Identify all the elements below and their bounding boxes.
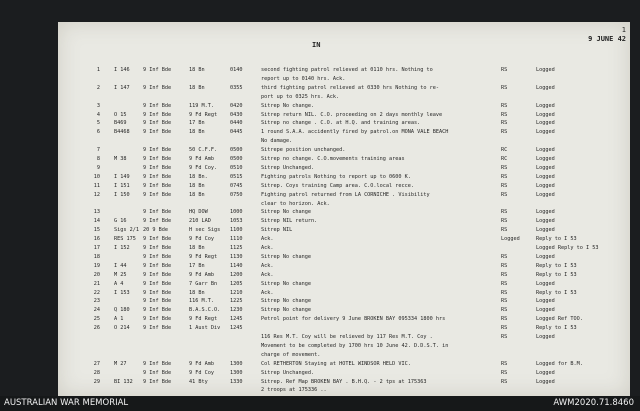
log-row <box>58 253 630 261</box>
row-time: 0445 <box>230 129 243 136</box>
row-number: 21 <box>93 280 100 287</box>
log-row <box>58 155 630 163</box>
log-row <box>58 111 630 119</box>
row-number: 11 <box>93 182 100 189</box>
row-from: 9 Fd Coy <box>189 369 214 376</box>
row-from: 7 Garr Bn <box>189 280 218 287</box>
row-unit: 9 Inf Bde <box>143 289 172 296</box>
row-number: 8 <box>96 156 100 162</box>
row-action: Logged Reply to I 53 <box>536 245 599 251</box>
row-message: Petrol point for delivery 9 June BROKEN BAY 095334 1800 hrs <box>261 316 446 323</box>
row-from: 18 Bn <box>189 289 205 296</box>
row-category: RS <box>501 289 508 296</box>
row-number: 13 <box>93 209 100 216</box>
row-message: report up to 0140 hrs. Ack. <box>261 75 346 82</box>
row-from: 210 LAD <box>189 218 211 225</box>
log-row <box>58 324 630 332</box>
row-message: Ack. <box>261 262 274 269</box>
row-message: Sitrep. Ref Map BROKEN BAY . B.H.Q. - 2 tps at 175363 <box>261 378 427 385</box>
in-heading: IN <box>312 41 321 49</box>
log-row <box>58 226 630 234</box>
row-from: B.A.S.C.O. <box>189 307 221 314</box>
log-row <box>58 93 630 101</box>
row-message: Sitrep Unchanged. <box>261 369 315 376</box>
row-ref: I 153 <box>114 289 130 296</box>
row-ref: I 152 <box>114 245 130 251</box>
row-message: Ack. <box>261 245 274 251</box>
row-from: 116 M.T. <box>189 298 214 305</box>
row-number: 19 <box>93 262 100 269</box>
row-number: 23 <box>93 298 100 305</box>
row-from: 9 Fd Regt <box>189 111 218 118</box>
row-from: 9 Fd Coy <box>189 236 214 243</box>
log-row <box>58 297 630 305</box>
log-row <box>58 351 630 359</box>
row-message: 2 troops at 175336 .. <box>261 387 327 394</box>
row-action: Logged <box>536 182 555 189</box>
row-action: Logged <box>536 227 555 234</box>
row-action: Logged for B.M. <box>536 360 583 367</box>
row-message: Sitrep No change. <box>261 102 315 109</box>
row-message: 1 round S.A.A. accidently fired by patrol.on MONA VALE BEACH <box>261 129 449 136</box>
row-ref: M 38 <box>114 156 127 162</box>
document-page <box>58 22 630 396</box>
row-unit: 9 Inf Bde <box>143 378 172 385</box>
row-time: 0355 <box>230 84 243 91</box>
log-row <box>58 315 630 323</box>
row-ref: G 16 <box>114 218 127 225</box>
log-row <box>58 235 630 243</box>
row-ref: Sigs 2/1 <box>114 227 139 234</box>
row-action: Logged <box>536 111 555 118</box>
row-number: 27 <box>93 360 100 367</box>
row-ref: I 146 <box>114 67 130 73</box>
row-category: RS <box>501 334 508 340</box>
row-action: Logged <box>536 334 555 340</box>
row-from: 18 Bn. <box>189 173 208 180</box>
log-row <box>58 164 630 172</box>
row-category: RC <box>501 156 508 162</box>
footer-institution: AUSTRALIAN WAR MEMORIAL <box>4 398 129 408</box>
row-time: 1125 <box>230 245 243 251</box>
row-number: 10 <box>93 173 100 180</box>
row-category: RS <box>501 164 508 171</box>
row-time: 1100 <box>230 227 243 234</box>
log-row <box>58 191 630 199</box>
row-action: Logged <box>536 147 555 154</box>
row-category: RS <box>501 360 508 367</box>
row-time: 0510 <box>230 164 243 171</box>
row-unit: 9 Inf Bde <box>143 360 172 367</box>
row-unit: 9 Inf Bde <box>143 156 172 162</box>
row-time: 0420 <box>230 102 243 109</box>
row-action: Logged <box>536 307 555 314</box>
row-unit: 9 Inf Bde <box>143 236 172 243</box>
row-from: 17 Bn <box>189 120 205 127</box>
row-category: RS <box>501 325 508 332</box>
row-category: RS <box>501 307 508 314</box>
row-unit: 9 Inf Bde <box>143 307 172 314</box>
row-category: RS <box>501 182 508 189</box>
log-row <box>58 200 630 208</box>
row-from: H sec Sigs <box>189 227 221 234</box>
log-row <box>58 378 630 386</box>
log-row <box>58 84 630 92</box>
row-time: 0440 <box>230 120 243 127</box>
row-category: RS <box>501 173 508 180</box>
row-from: 1 Aust Div <box>189 325 221 332</box>
row-unit: 9 Inf Bde <box>143 325 172 332</box>
row-action: Logged <box>536 120 555 127</box>
row-unit: 9 Inf Bde <box>143 102 172 109</box>
row-message: Sitrep No change <box>261 209 311 216</box>
row-time: 1210 <box>230 289 243 296</box>
row-from: HQ DOW <box>189 209 208 216</box>
row-number: 20 <box>93 271 100 278</box>
row-time: 0430 <box>230 111 243 118</box>
log-row <box>58 208 630 216</box>
row-ref: I 149 <box>114 173 130 180</box>
row-category: RS <box>501 129 508 136</box>
row-unit: 9 Inf Bde <box>143 84 172 91</box>
row-action: Logged <box>536 129 555 136</box>
row-category: RS <box>501 209 508 216</box>
log-row <box>58 369 630 377</box>
row-category: RC <box>501 147 508 154</box>
row-category: RS <box>501 84 508 91</box>
row-number: 9 <box>96 164 100 171</box>
log-row <box>58 360 630 368</box>
row-action: Logged <box>536 253 555 260</box>
row-from: 9 Fd Amb <box>189 271 214 278</box>
row-time: 1053 <box>230 218 243 225</box>
row-category: Logged <box>501 236 520 243</box>
row-action: Logged <box>536 156 555 162</box>
row-from: 18 Bn <box>189 84 205 91</box>
row-action: Logged <box>536 378 555 385</box>
row-ref: O 214 <box>114 325 130 332</box>
row-category: RS <box>501 316 508 323</box>
row-number: 24 <box>93 307 100 314</box>
row-unit: 9 Inf Bde <box>143 147 172 154</box>
row-action: Logged <box>536 191 555 198</box>
row-unit: 9 Inf Bde <box>143 111 172 118</box>
row-number: 29 <box>93 378 100 385</box>
row-message: Sitrepe position unchanged. <box>261 147 346 154</box>
row-ref: O 15 <box>114 111 127 118</box>
row-number: 16 <box>93 236 100 243</box>
row-action: Logged <box>536 280 555 287</box>
row-message: clear to horizon. Ack. <box>261 200 330 207</box>
row-message: No damage. <box>261 138 293 145</box>
row-number: 14 <box>93 218 100 225</box>
row-message: charge of movement. <box>261 351 321 358</box>
row-action: Reply to I 53 <box>536 289 577 296</box>
row-time: 1140 <box>230 262 243 269</box>
row-time: 0500 <box>230 147 243 154</box>
row-number: 15 <box>93 227 100 234</box>
log-row <box>58 342 630 350</box>
row-message: Sitrep. Coys training Camp area. C.O.local recce. <box>261 182 415 189</box>
row-ref: B4468 <box>114 129 130 136</box>
row-time: 1245 <box>230 316 243 323</box>
row-ref: A 4 <box>114 280 124 287</box>
row-unit: 9 Inf Bde <box>143 245 172 251</box>
row-unit: 9 Inf Bde <box>143 209 172 216</box>
row-from: 9 Fd Regt <box>189 253 218 260</box>
row-time: 1225 <box>230 298 243 305</box>
row-action: Logged <box>536 102 555 109</box>
log-row <box>58 217 630 225</box>
row-category: RS <box>501 280 508 287</box>
log-row <box>58 306 630 314</box>
row-action: Logged <box>536 164 555 171</box>
row-number: 6 <box>96 129 100 136</box>
log-row <box>58 128 630 136</box>
row-time: 1200 <box>230 271 243 278</box>
row-from: 41 Bty <box>189 378 208 385</box>
row-number: 12 <box>93 191 100 198</box>
row-ref: RES 175 <box>114 236 136 243</box>
row-category: RS <box>501 271 508 278</box>
row-unit: 9 Inf Bde <box>143 316 172 323</box>
row-unit: 20 9 Bde <box>143 227 168 234</box>
row-action: Logged <box>536 173 555 180</box>
row-action: Logged <box>536 67 555 73</box>
log-row <box>58 244 630 252</box>
row-message: Sitrep return NIL. C.O. proceeding on 2 days monthly leave <box>261 111 443 118</box>
row-ref: BI 132 <box>114 378 133 385</box>
row-time: 0750 <box>230 191 243 198</box>
log-row <box>58 137 630 145</box>
row-ref: M 25 <box>114 271 127 278</box>
log-row <box>58 173 630 181</box>
row-category: RS <box>501 262 508 269</box>
row-message: Col RETHERTON Staying at HOTEL WINDSOR HELD VIC. <box>261 360 411 367</box>
row-message: Sitrep no change . C.O. at H.Q. and training areas. <box>261 120 421 127</box>
row-action: Logged <box>536 298 555 305</box>
row-ref: M 27 <box>114 360 127 367</box>
log-row <box>58 75 630 83</box>
row-time: 0500 <box>230 156 243 162</box>
row-category: RS <box>501 67 508 73</box>
row-category: RS <box>501 120 508 127</box>
row-message: Ack. <box>261 271 274 278</box>
row-number: 1 <box>96 67 100 73</box>
log-row <box>58 182 630 190</box>
row-time: 1130 <box>230 253 243 260</box>
row-category: RS <box>501 369 508 376</box>
row-message: port up to 0325 hrs. Ack. <box>261 93 340 100</box>
row-ref: A 1 <box>114 316 124 323</box>
row-from: 18 Bn <box>189 129 205 136</box>
row-number: 4 <box>96 111 100 118</box>
row-ref: Q 180 <box>114 307 130 314</box>
row-number: 22 <box>93 289 100 296</box>
row-from: 9 Fd Regt <box>189 316 218 323</box>
row-number: 7 <box>96 147 100 154</box>
log-row <box>58 289 630 297</box>
row-ref: I 151 <box>114 182 130 189</box>
row-action: Logged <box>536 369 555 376</box>
row-unit: 9 Inf Bde <box>143 191 172 198</box>
log-row <box>58 66 630 74</box>
row-time: 0515 <box>230 173 243 180</box>
row-unit: 9 Inf Bde <box>143 218 172 225</box>
page-corner-mark: 1 <box>621 26 626 34</box>
row-action: Reply to I 53 <box>536 262 577 269</box>
row-category: RS <box>501 218 508 225</box>
row-from: 18 Bn <box>189 67 205 73</box>
row-number: 5 <box>96 120 100 127</box>
row-unit: 9 Inf Bde <box>143 253 172 260</box>
row-number: 3 <box>96 102 100 109</box>
row-unit: 9 Inf Bde <box>143 298 172 305</box>
row-unit: 9 Inf Bde <box>143 120 172 127</box>
row-category: RS <box>501 298 508 305</box>
row-action: Reply to I 53 <box>536 271 577 278</box>
row-category: RS <box>501 227 508 234</box>
row-from: 9 Fd Coy. <box>189 164 218 171</box>
row-time: 1300 <box>230 360 243 367</box>
row-ref: I 147 <box>114 84 130 91</box>
row-time: 1300 <box>230 369 243 376</box>
row-message: 116 Res M.T. Coy will be relieved by 117 Res M.T. Coy . <box>261 334 433 340</box>
row-unit: 9 Inf Bde <box>143 182 172 189</box>
row-action: Logged <box>536 218 555 225</box>
row-category: RS <box>501 191 508 198</box>
row-category: RS <box>501 111 508 118</box>
row-message: Sitrep NIL return. <box>261 218 318 225</box>
row-unit: 9 Inf Bde <box>143 129 172 136</box>
row-message: third fighting patrol relieved at 0330 hrs Nothing to re- <box>261 84 440 91</box>
row-from: 17 Bn <box>189 262 205 269</box>
row-category: RS <box>501 102 508 109</box>
row-message: Sitrep NIL <box>261 227 293 234</box>
row-action: Reply to I 53 <box>536 325 577 332</box>
row-time: 0745 <box>230 182 243 189</box>
row-from: 50 C.F.F. <box>189 147 218 154</box>
row-action: Logged <box>536 84 555 91</box>
row-ref: B469 <box>114 120 127 127</box>
row-action: Logged Ref TOO. <box>536 316 583 323</box>
row-number: 17 <box>93 245 100 251</box>
footer-accession-number: AWM2020.71.8460 <box>553 398 634 408</box>
row-unit: 9 Inf Bde <box>143 271 172 278</box>
row-time: 1245 <box>230 325 243 332</box>
row-time: 1205 <box>230 280 243 287</box>
row-message: Sitrep No change <box>261 298 311 305</box>
row-time: 1330 <box>230 378 243 385</box>
row-time: 1230 <box>230 307 243 314</box>
log-row <box>58 271 630 279</box>
log-row <box>58 119 630 127</box>
row-message: Ack. <box>261 289 274 296</box>
row-message: Movement to be completed by 1700 hrs 10 June 42. D.D.S.T. in <box>261 342 449 349</box>
log-row <box>58 333 630 341</box>
log-row <box>58 262 630 270</box>
row-message: Sitrep no change. C.O.movements training areas <box>261 156 405 162</box>
log-row <box>58 386 630 394</box>
row-message: Fighting patrols Nothing to report up to 0600 K. <box>261 173 411 180</box>
row-unit: 9 Inf Bde <box>143 280 172 287</box>
row-message: second fighting patrol relieved at 0110 hrs. Nothing to <box>261 67 433 73</box>
row-from: 18 Bn <box>189 182 205 189</box>
log-row <box>58 146 630 154</box>
row-message: Fighting patrol returned from LA CORNICHE . Visibility <box>261 191 430 198</box>
log-row <box>58 280 630 288</box>
row-time: 0140 <box>230 67 243 73</box>
message-log <box>58 22 630 396</box>
row-number: 26 <box>93 325 100 332</box>
row-from: 18 Bn <box>189 245 205 251</box>
row-from: 119 M.T. <box>189 102 214 109</box>
row-unit: 9 Inf Bde <box>143 173 172 180</box>
log-row <box>58 102 630 110</box>
row-message: Sitrep No change <box>261 307 311 314</box>
document-date: 9 JUNE 42 <box>588 35 626 43</box>
row-number: 28 <box>93 369 100 376</box>
row-from: 9 Fd Amb <box>189 360 214 367</box>
row-ref: I 44 <box>114 262 127 269</box>
row-time: 1110 <box>230 236 243 243</box>
row-number: 25 <box>93 316 100 323</box>
row-unit: 9 Inf Bde <box>143 67 172 73</box>
row-message: Sitrep No change <box>261 280 311 287</box>
row-action: Reply to I 53 <box>536 236 577 243</box>
row-unit: 9 Inf Bde <box>143 164 172 171</box>
row-from: 9 Fd Amb <box>189 156 214 162</box>
row-category: RS <box>501 378 508 385</box>
row-message: Ack. <box>261 236 274 243</box>
row-unit: 9 Inf Bde <box>143 262 172 269</box>
row-ref: I 150 <box>114 191 130 198</box>
row-time: 1000 <box>230 209 243 216</box>
footer-bar <box>0 396 640 411</box>
row-unit: 9 Inf Bde <box>143 369 172 376</box>
row-from: 18 Bn <box>189 191 205 198</box>
row-number: 18 <box>93 253 100 260</box>
row-number: 2 <box>96 84 100 91</box>
row-message: Sitrep Unchanged. <box>261 164 315 171</box>
row-category: RS <box>501 253 508 260</box>
row-message: Sitrep No change <box>261 253 311 260</box>
row-action: Logged <box>536 209 555 216</box>
